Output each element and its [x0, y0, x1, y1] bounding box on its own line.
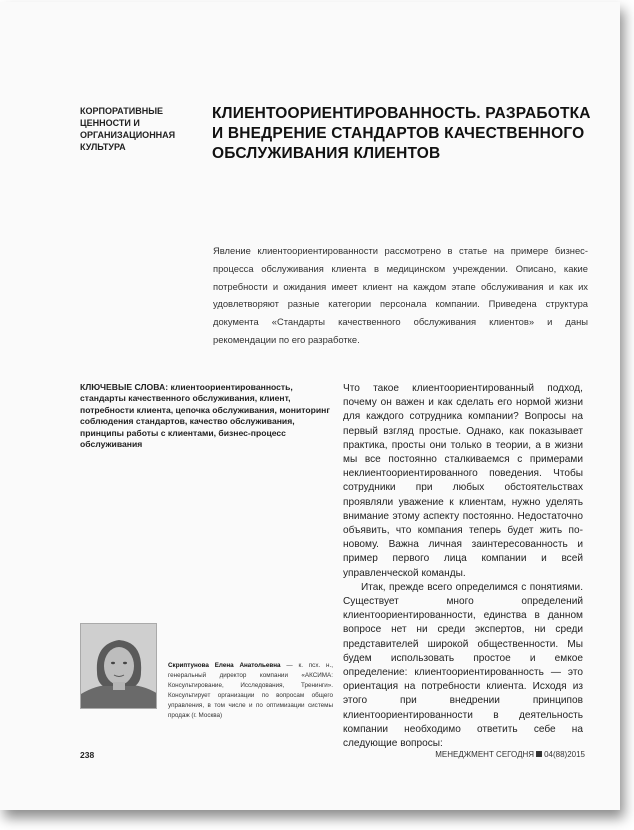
keywords: КЛЮЧЕВЫЕ СЛОВА: клиентоориентированность, стандарты качественного обслуживания, клиент, потребности клиента, цепочка обслуживания, мониторинг соблюдения стандартов, качество обслуживания, принципы работы с клиентами, бизнес-процесс обслуживания: [80, 382, 330, 450]
author-name: Скриптунова Елена Анатольевна: [168, 662, 281, 669]
journal-issue: 04(88)2015: [544, 750, 585, 759]
author-bio: — к. псх. н., генеральный директор компании «АКСИМА: Консультирование, Исследования, Тренинги». Консультирует организации по вопросам общего управления, в том числе и по оптимизации системы продаж (г. Москва): [168, 662, 334, 720]
body-paragraph-1: Что такое клиентоориентированный подход, почему он важен и как сделать его нормой жизни для каждого сотрудника компании? Вопросы на первый взгляд простые. Однако, как показывает практика, просты они только в теории, а в жизни мы все постоянно сталкиваемся с примерами неклиентоориентированного поведения. Чтобы сотрудники при любых обстоятельствах проявляли уважение к клиентам, нужно уделять внимание этому аспекту постоянно. Недостаточно объявить, что компания теперь будет жить по-новому. Важна личная заинтересованность и пример первого лица компании и всей управленческой команды.: [343, 383, 583, 579]
article-body: [343, 382, 583, 751]
body-paragraph-2: Итак, прежде всего определимся с понятиями. Существует много определений клиентоориентированности, единства в данном вопросе нет ни среди экспертов, ни среди представителей широкой общественности. Мы будем использовать простое и емкое определение: клиентоориентированность — это ориентация на потребности клиента. Исходя из этого при внедрении принципов клиентоориентированности в деятельность компании необходимо ответить себе на следующие вопросы:: [343, 581, 583, 750]
page-number: 238: [80, 750, 95, 760]
journal-page: [0, 2, 620, 810]
author-photo: [80, 623, 157, 709]
footer-journal: [430, 750, 585, 759]
square-separator-icon: [536, 751, 542, 757]
article-title: КЛИЕНТООРИЕНТИРОВАННОСТЬ. РАЗРАБОТКА И ВНЕДРЕНИЕ СТАНДАРТОВ КАЧЕСТВЕННОГО ОБСЛУЖИВАНИЯ КЛИЕНТОВ: [212, 105, 591, 162]
section-label: КОРПОРАТИВНЫЕ ЦЕННОСТИ И ОРГАНИЗАЦИОННАЯ КУЛЬТУРА: [80, 106, 176, 152]
author-portrait-image: [81, 624, 157, 709]
article-abstract: Явление клиентоориентированности рассмотрено в статье на примере бизнес-процесса обслуживания клиента в медицинском учреждении. Описано, какие потребности и ожидания имеет клиент на каждом этапе обслуживания и как их удовлетворяют разные категории персонала компании. Приведена структура документа «Стандарты качественного обслуживания клиентов» и даны рекомендации по его разработке.: [213, 245, 588, 345]
journal-name: МЕНЕДЖМЕНТ СЕГОДНЯ: [435, 750, 535, 759]
author-info: [168, 661, 333, 722]
